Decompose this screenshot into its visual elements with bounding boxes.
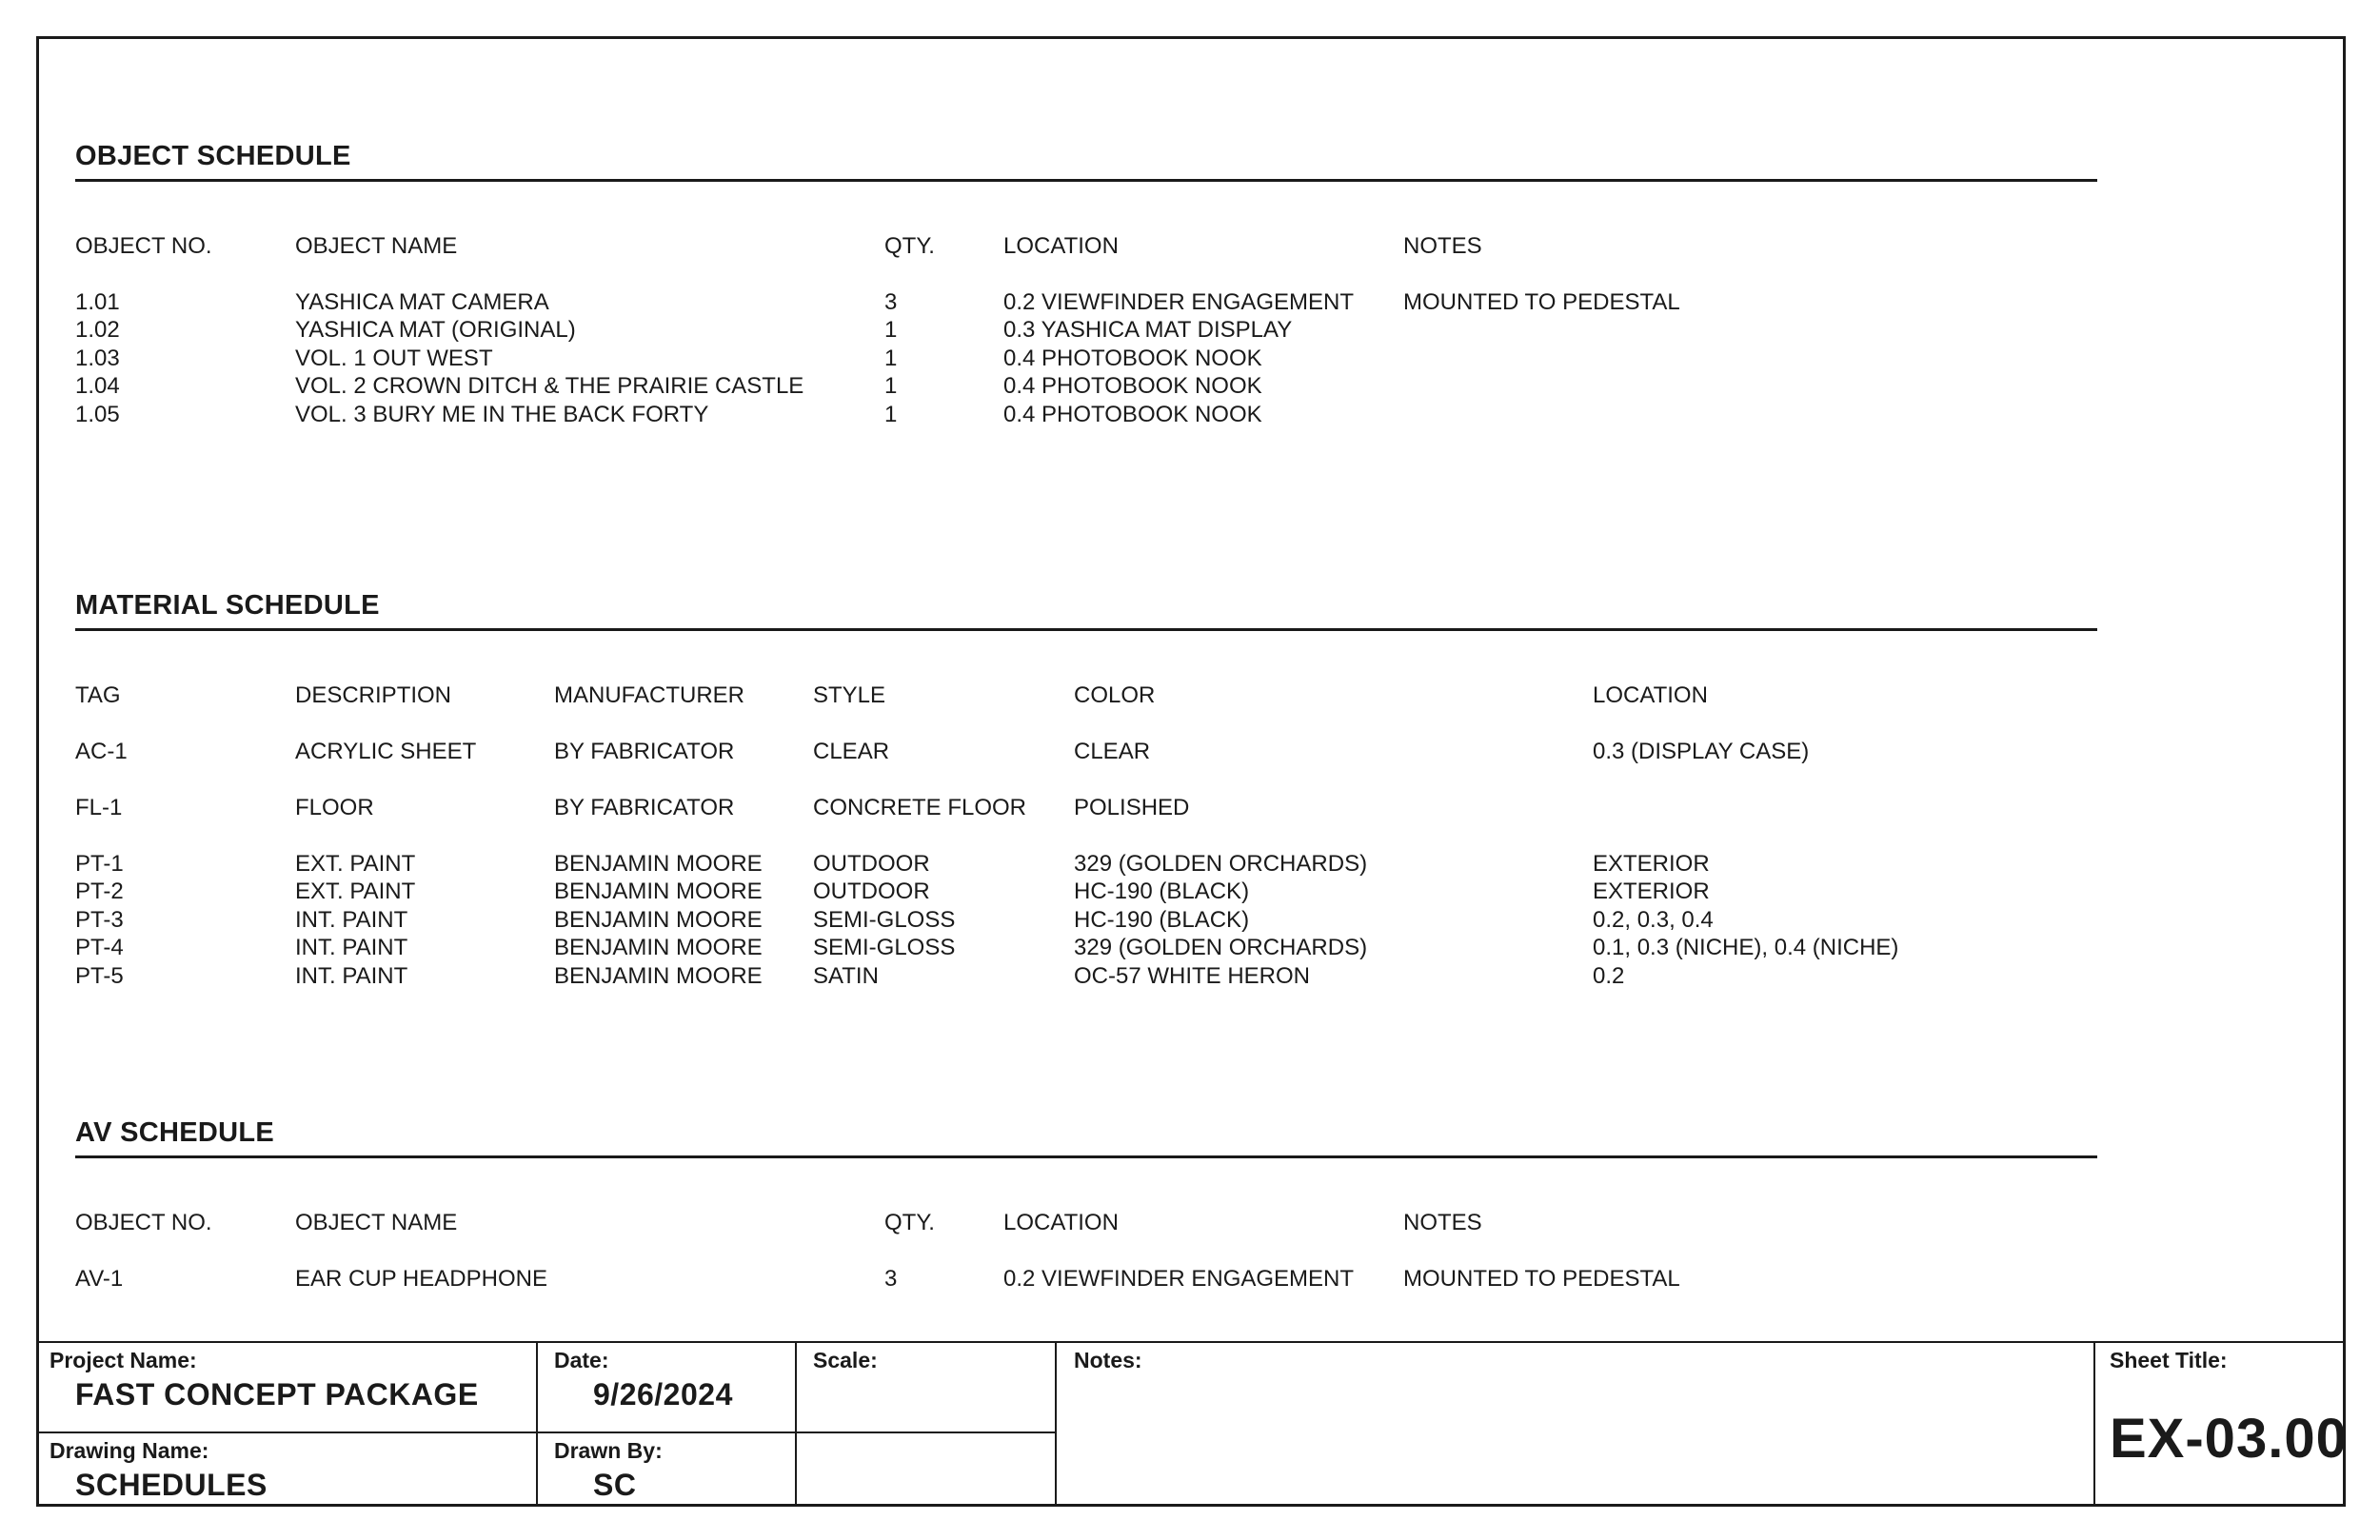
column-header: TAG	[75, 682, 121, 708]
table-cell: BENJAMIN MOORE	[554, 879, 763, 904]
table-cell: 1.04	[75, 373, 120, 399]
table-cell: 0.4 PHOTOBOOK NOOK	[1003, 402, 1262, 427]
table-cell: 0.2 VIEWFINDER ENGAGEMENT	[1003, 1266, 1355, 1292]
scale-label: Scale:	[813, 1348, 878, 1372]
table-cell: 329 (GOLDEN ORCHARDS)	[1074, 851, 1368, 877]
table-cell: 0.1, 0.3 (NICHE), 0.4 (NICHE)	[1593, 935, 1899, 960]
table-cell: 3	[884, 1266, 898, 1292]
table-cell: 329 (GOLDEN ORCHARDS)	[1074, 935, 1368, 960]
table-cell: BENJAMIN MOORE	[554, 963, 763, 989]
table-cell: 1	[884, 317, 898, 343]
table-cell: MOUNTED TO PEDESTAL	[1403, 1266, 1680, 1292]
drawn-by-value: SC	[593, 1468, 637, 1502]
title-block-divider	[1055, 1341, 1057, 1507]
title-block-mid-line	[36, 1431, 1057, 1433]
table-cell: 1	[884, 402, 898, 427]
table-cell: FLOOR	[295, 795, 374, 820]
table-cell: SATIN	[813, 963, 879, 989]
table-cell: INT. PAINT	[295, 963, 408, 989]
table-cell: VOL. 2 CROWN DITCH & THE PRAIRIE CASTLE	[295, 373, 804, 399]
column-header: LOCATION	[1003, 233, 1119, 259]
table-cell: 0.4 PHOTOBOOK NOOK	[1003, 346, 1262, 371]
table-cell: CONCRETE FLOOR	[813, 795, 1027, 820]
column-header: COLOR	[1074, 682, 1156, 708]
table-cell: 1.03	[75, 346, 120, 371]
sheet-number: EX-03.00	[2110, 1408, 2348, 1470]
table-cell: BY FABRICATOR	[554, 739, 735, 764]
table-cell: CLEAR	[1074, 739, 1151, 764]
object-schedule-rule	[75, 179, 2097, 182]
column-header: QTY.	[884, 233, 935, 259]
column-header: NOTES	[1403, 233, 1482, 259]
sheet-title-label: Sheet Title:	[2110, 1348, 2228, 1372]
table-cell: HC-190 (BLACK)	[1074, 907, 1250, 933]
table-cell: PT-3	[75, 907, 124, 933]
column-header: QTY.	[884, 1210, 935, 1235]
table-cell: 0.2	[1593, 963, 1625, 989]
title-block-divider	[536, 1341, 538, 1507]
table-cell: 1	[884, 373, 898, 399]
table-cell: PT-5	[75, 963, 124, 989]
drawing-name-value: SCHEDULES	[75, 1468, 268, 1502]
date-value: 9/26/2024	[593, 1377, 733, 1412]
table-cell: 0.4 PHOTOBOOK NOOK	[1003, 373, 1262, 399]
table-cell: 0.2 VIEWFINDER ENGAGEMENT	[1003, 289, 1355, 315]
table-cell: PT-2	[75, 879, 124, 904]
table-cell: EXTERIOR	[1593, 851, 1710, 877]
title-block-divider	[2093, 1341, 2095, 1507]
column-header: OBJECT NAME	[295, 233, 458, 259]
column-header: DESCRIPTION	[295, 682, 452, 708]
date-label: Date:	[554, 1348, 609, 1372]
drawing-name-label: Drawing Name:	[50, 1438, 209, 1463]
table-cell: BY FABRICATOR	[554, 795, 735, 820]
table-cell: OC-57 WHITE HERON	[1074, 963, 1311, 989]
column-header: LOCATION	[1003, 1210, 1119, 1235]
table-cell: 0.3 (DISPLAY CASE)	[1593, 739, 1810, 764]
table-cell: BENJAMIN MOORE	[554, 851, 763, 877]
table-cell: 3	[884, 289, 898, 315]
table-cell: PT-1	[75, 851, 124, 877]
table-cell: CLEAR	[813, 739, 890, 764]
table-cell: SEMI-GLOSS	[813, 907, 956, 933]
column-header: OBJECT NO.	[75, 233, 212, 259]
table-cell: AV-1	[75, 1266, 124, 1292]
column-header: LOCATION	[1593, 682, 1708, 708]
table-cell: POLISHED	[1074, 795, 1190, 820]
table-cell: BENJAMIN MOORE	[554, 935, 763, 960]
table-cell: OUTDOOR	[813, 879, 930, 904]
table-cell: EXTERIOR	[1593, 879, 1710, 904]
table-cell: INT. PAINT	[295, 907, 408, 933]
table-cell: HC-190 (BLACK)	[1074, 879, 1250, 904]
av-schedule-rule	[75, 1155, 2097, 1158]
table-cell: AC-1	[75, 739, 128, 764]
table-cell: FL-1	[75, 795, 123, 820]
table-cell: ACRYLIC SHEET	[295, 739, 477, 764]
table-cell: OUTDOOR	[813, 851, 930, 877]
table-cell: 0.2, 0.3, 0.4	[1593, 907, 1714, 933]
table-cell: 0.3 YASHICA MAT DISPLAY	[1003, 317, 1293, 343]
table-cell: VOL. 1 OUT WEST	[295, 346, 493, 371]
table-cell: EXT. PAINT	[295, 879, 416, 904]
table-cell: PT-4	[75, 935, 124, 960]
title-block-top-line	[36, 1341, 2346, 1343]
column-header: OBJECT NO.	[75, 1210, 212, 1235]
table-cell: YASHICA MAT (ORIGINAL)	[295, 317, 576, 343]
notes-label: Notes:	[1074, 1348, 1142, 1372]
table-cell: EAR CUP HEADPHONE	[295, 1266, 547, 1292]
table-cell: 1.01	[75, 289, 120, 315]
material-schedule-rule	[75, 628, 2097, 631]
table-cell: EXT. PAINT	[295, 851, 416, 877]
table-cell: YASHICA MAT CAMERA	[295, 289, 549, 315]
av-schedule-title: AV SCHEDULE	[75, 1117, 275, 1148]
table-cell: VOL. 3 BURY ME IN THE BACK FORTY	[295, 402, 709, 427]
title-block-divider	[795, 1341, 797, 1507]
column-header: NOTES	[1403, 1210, 1482, 1235]
project-name-label: Project Name:	[50, 1348, 197, 1372]
table-cell: 1.05	[75, 402, 120, 427]
table-cell: MOUNTED TO PEDESTAL	[1403, 289, 1680, 315]
column-header: STYLE	[813, 682, 886, 708]
drawn-by-label: Drawn By:	[554, 1438, 663, 1463]
table-cell: SEMI-GLOSS	[813, 935, 956, 960]
column-header: MANUFACTURER	[554, 682, 745, 708]
table-cell: 1	[884, 346, 898, 371]
material-schedule-title: MATERIAL SCHEDULE	[75, 590, 380, 621]
column-header: OBJECT NAME	[295, 1210, 458, 1235]
table-cell: BENJAMIN MOORE	[554, 907, 763, 933]
project-name-value: FAST CONCEPT PACKAGE	[75, 1377, 479, 1412]
table-cell: INT. PAINT	[295, 935, 408, 960]
table-cell: 1.02	[75, 317, 120, 343]
object-schedule-title: OBJECT SCHEDULE	[75, 141, 351, 171]
